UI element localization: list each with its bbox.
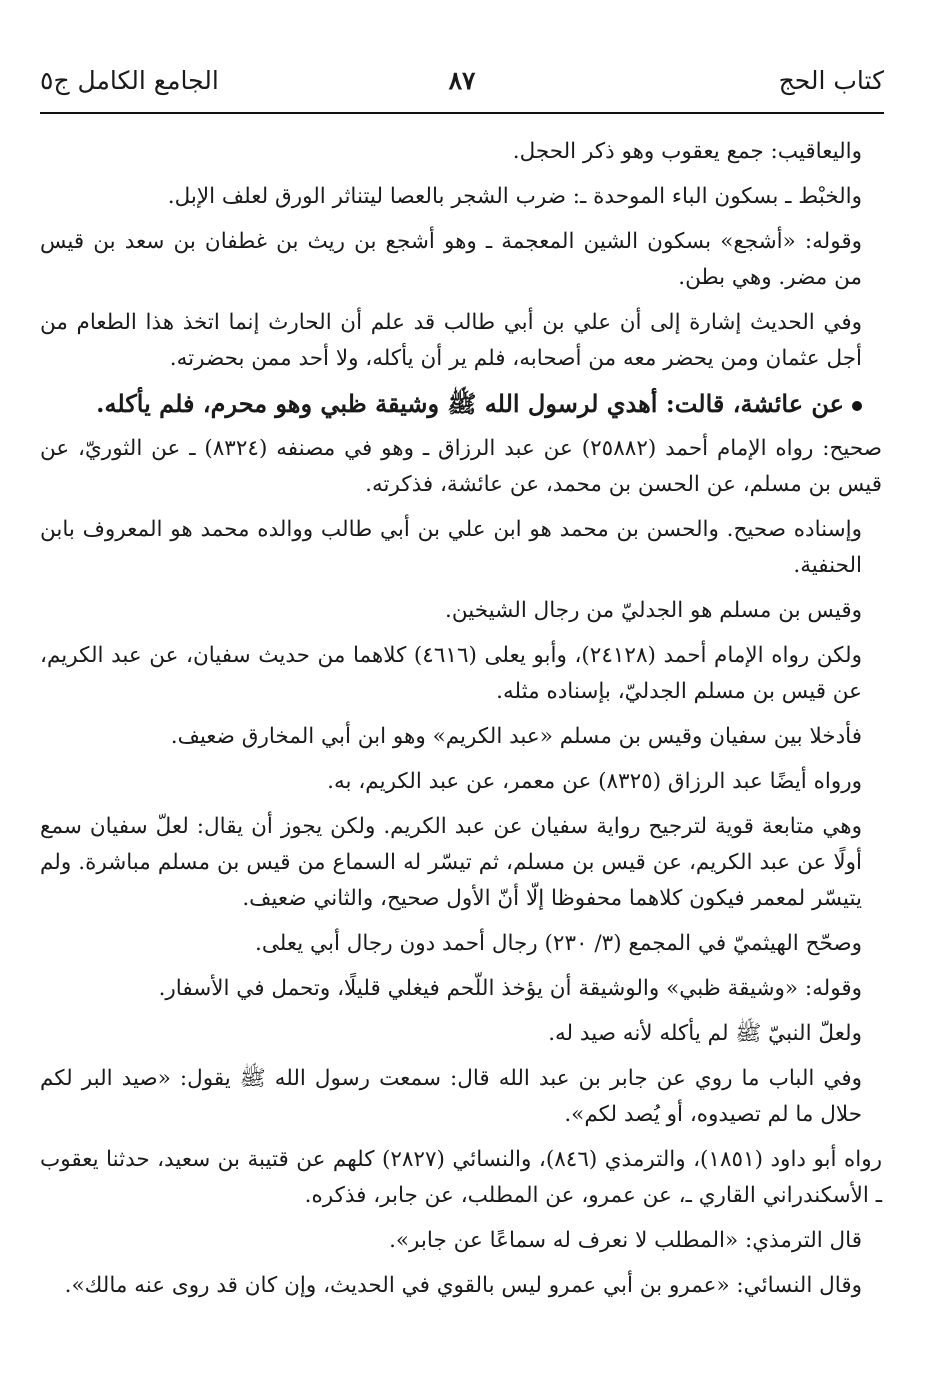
paragraph-text: عن عائشة، قالت: أهدي لرسول الله ﷺ وشيقة ظبي وهو محرم، فلم يأكله. (96, 389, 844, 418)
paragraph-text: وقوله: «وشيقة ظبي» والوشيقة أن يؤخذ اللّحم فيغلي قليلًا، وتحمل في الأسفار. (158, 976, 862, 1001)
paragraph-text: وهي متابعة قوية لترجيح رواية سفيان عن عبد الكريم. ولكن يجوز أن يقال: لعلّ سفيان سمع أولًا عن عبد الكريم، عن قيس بن مسلم، ثم تيسّر له السماع من قيس بن مسلم مباشرة. ولم يتيسّر لمعمر فيكون كلاهما محفوظا إلّا أنّ الأول صحيح، والثاني ضعيف. (40, 814, 862, 911)
paragraph-text: قال الترمذي: «المطلب لا نعرف له سماعًا عن جابر». (389, 1228, 862, 1253)
bullet-icon (852, 401, 862, 411)
paragraph-text: وقوله: «أشجع» بسكون الشين المعجمة ـ وهو أشجع بن ريث بن غطفان بن سعد بن قيس من مضر. وهي بطن. (40, 229, 862, 290)
paragraph (40, 431, 882, 503)
paragraph-text: وفي الباب ما روي عن جابر بن عبد الله قال: سمعت رسول الله ﷺ يقول: «صيد البر لكم حلال ما لم تصيدوه، أو يُصد لكم». (40, 1066, 862, 1127)
paragraph (40, 719, 882, 755)
paragraph (40, 1061, 882, 1133)
paragraph-text: ولكن رواه الإمام أحمد (٢٤١٢٨)، وأبو يعلى (٤٦١٦) كلاهما من حديث سفيان، عن عبد الكريم، عن قيس بن مسلم الجدليّ، بإسناده مثله. (40, 643, 862, 704)
paragraph-text: وصحّح الهيثميّ في المجمع (٣/ ٢٣٠) رجال أحمد دون رجال أبي يعلى. (254, 931, 862, 956)
hadith-paragraph (40, 386, 882, 422)
paragraph-text: واليعاقيب: جمع يعقوب وهو ذكر الحجل. (512, 139, 862, 164)
page-number: ٨٧ (448, 66, 476, 95)
paragraph (40, 179, 882, 215)
book-title: الجامع الكامل ج٥ (40, 66, 219, 95)
paragraph-text: والخبْط ـ بسكون الباء الموحدة ـ: ضرب الشجر بالعصا ليتناثر الورق لعلف الإبل. (167, 184, 862, 209)
paragraph-text: ورواه أيضًا عبد الرزاق (٨٣٢٥) عن معمر، عن عبد الكريم، به. (327, 769, 862, 794)
paragraph-text: ولعلّ النبيّ ﷺ لم يأكله لأنه صيد له. (548, 1021, 862, 1046)
paragraph (40, 809, 882, 917)
paragraph-text: وإسناده صحيح. والحسن بن محمد هو ابن علي بن أبي طالب ووالده محمد هو المعروف بابن الحنفية. (40, 517, 862, 578)
paragraph (40, 224, 882, 296)
paragraph (40, 593, 882, 629)
paragraph (40, 638, 882, 710)
paragraph (40, 1268, 882, 1304)
paragraph-text: صحيح: رواه الإمام أحمد (٢٥٨٨٢) عن عبد الرزاق ـ وهو في مصنفه (٨٣٢٤) ـ عن الثوريّ، عن قيس بن مسلم، عن الحسن بن محمد، عن عائشة، فذكرته. (40, 436, 882, 497)
paragraph (40, 1016, 882, 1052)
paragraph (40, 512, 882, 584)
paragraph (40, 764, 882, 800)
header-rule (40, 112, 884, 114)
paragraph (40, 926, 882, 962)
page-body (40, 134, 882, 1313)
paragraph (40, 305, 882, 377)
paragraph-text: رواه أبو داود (١٨٥١)، والترمذي (٨٤٦)، والنسائي (٢٨٢٧) كلهم عن قتيبة بن سعيد، حدثنا يعقوب ـ الأسكندراني القاري ـ، عن عمرو، عن المطلب، عن جابر، فذكره. (40, 1147, 882, 1208)
paragraph (40, 134, 882, 170)
book-section-title: كتاب الحج (778, 66, 884, 95)
paragraph-text: وفي الحديث إشارة إلى أن علي بن أبي طالب قد علم أن الحارث إنما اتخذ هذا الطعام من أجل عثمان ومن يحضر معه من أصحابه، فلم ير أن يأكله، ولا أحد ممن بحضرته. (40, 310, 862, 371)
paragraph (40, 971, 882, 1007)
paragraph (40, 1142, 882, 1214)
paragraph (40, 1223, 882, 1259)
page-header (40, 66, 884, 100)
paragraph-text: فأدخلا بين سفيان وقيس بن مسلم «عبد الكريم» وهو ابن أبي المخارق ضعيف. (170, 724, 862, 749)
paragraph-text: وقال النسائي: «عمرو بن أبي عمرو ليس بالقوي في الحديث، وإن كان قد روى عنه مالك». (64, 1273, 862, 1298)
paragraph-text: وقيس بن مسلم هو الجدليّ من رجال الشيخين. (445, 598, 862, 623)
